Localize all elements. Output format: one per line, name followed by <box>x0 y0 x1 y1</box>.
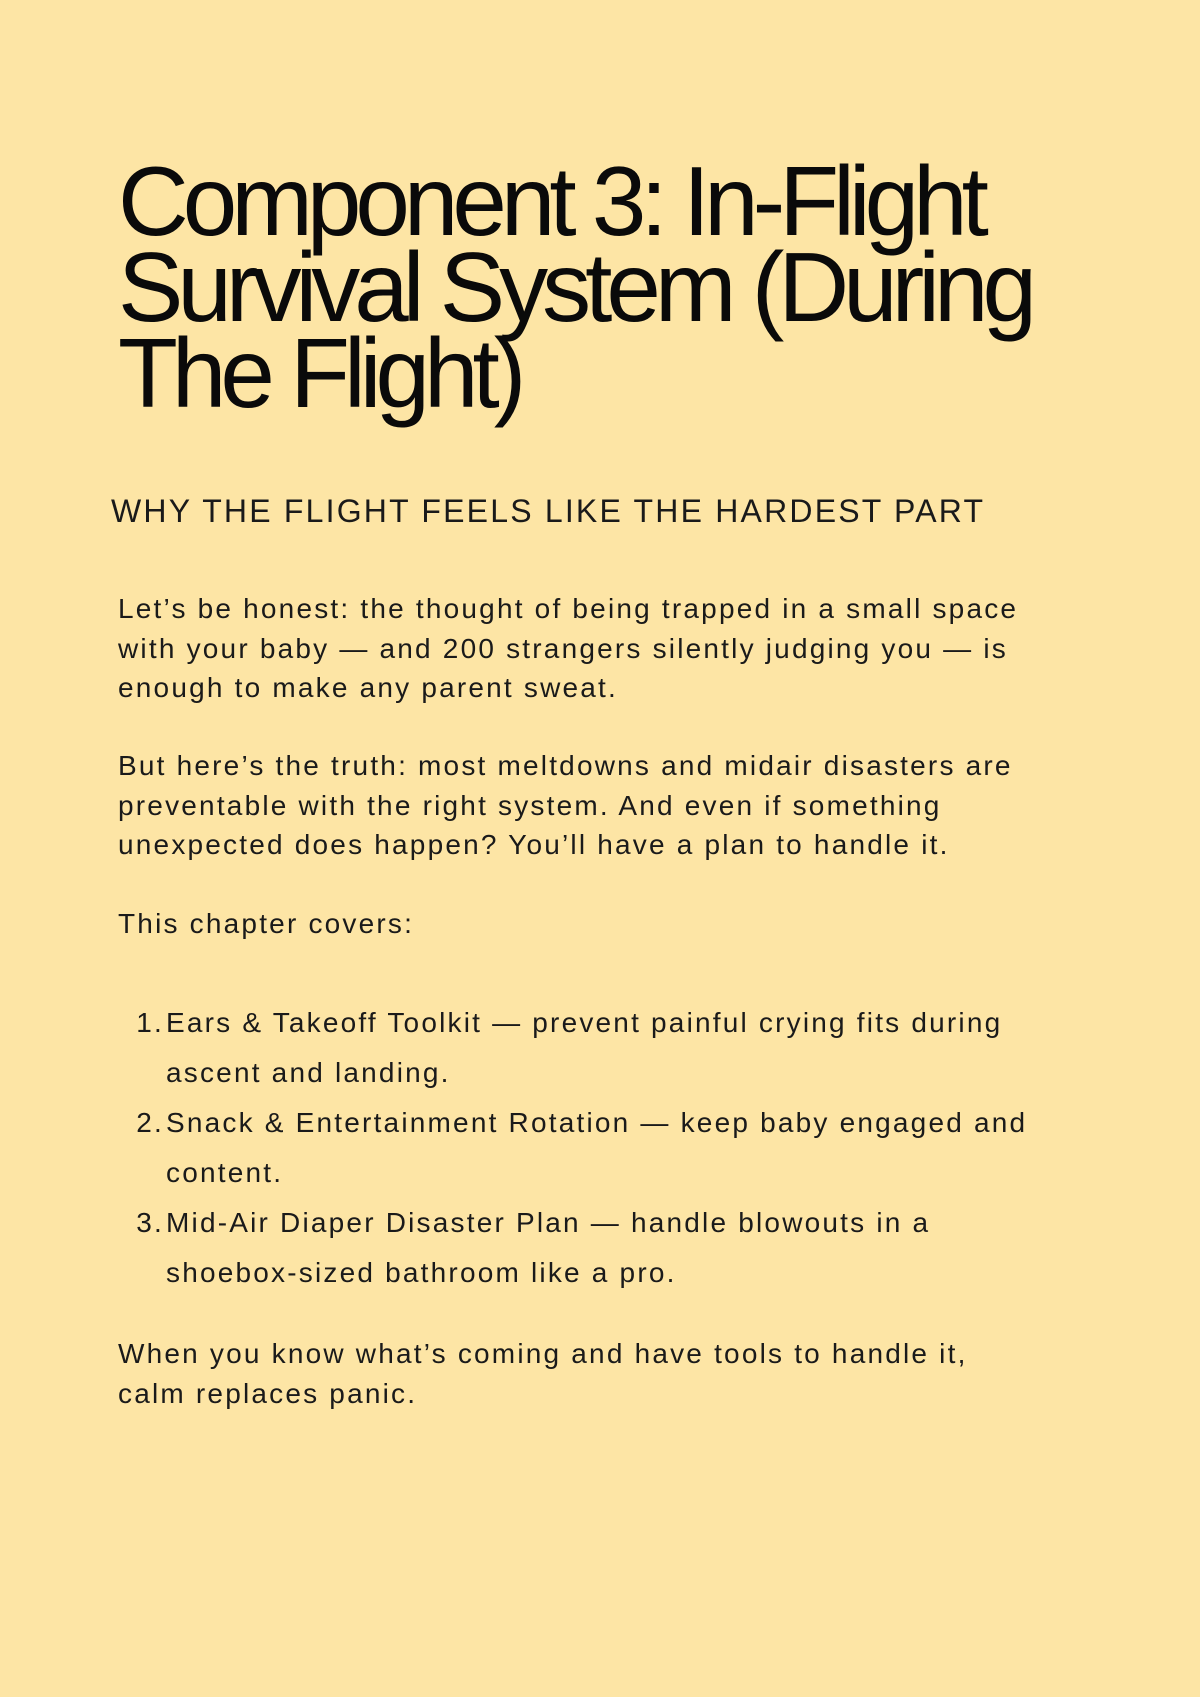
section-heading: WHY THE FLIGHT FEELS LIKE THE HARDEST PART <box>111 493 986 529</box>
title-line: Component 3: In-Flight <box>118 146 983 256</box>
list-item-line: ascent and landing. <box>166 1057 451 1088</box>
title-line: Survival System (During <box>118 232 1032 342</box>
list-item-number: 3. <box>136 1207 164 1238</box>
list-item-line: Snack & Entertainment Rotation — keep baby engaged and <box>166 1107 1028 1138</box>
list-item <box>118 1198 1027 1298</box>
list-item-number: 1. <box>136 1007 164 1038</box>
list-item-line: Mid-Air Diaper Disaster Plan — handle blowouts in a <box>166 1207 931 1238</box>
list-item-line: shoebox-sized bathroom like a pro. <box>166 1257 677 1288</box>
paragraph-line: When you know what’s coming and have tools to handle it, <box>118 1338 968 1369</box>
page-title <box>118 146 1118 428</box>
chapter-topics-list <box>118 998 1027 1298</box>
paragraph-line: with your baby — and 200 strangers silently judging you — is <box>118 632 1008 664</box>
paragraph-line: enough to make any parent sweat. <box>118 672 619 703</box>
chapter-covers-paragraph <box>118 904 414 944</box>
truth-paragraph <box>118 746 1013 865</box>
paragraph-line: calm replaces panic. <box>118 1377 418 1409</box>
list-item-number: 2. <box>136 1107 164 1138</box>
list-item-line: Ears & Takeoff Toolkit — prevent painful crying fits during <box>166 1007 1003 1038</box>
paragraph-line: unexpected does happen? You’ll have a plan to handle it. <box>118 829 950 860</box>
paragraph-line: Let’s be honest: the thought of being trapped in a small space <box>118 593 1019 624</box>
list-item <box>118 1098 1027 1198</box>
intro-paragraph <box>118 589 1018 708</box>
list-item <box>118 998 1027 1098</box>
closing-paragraph <box>118 1334 968 1413</box>
paragraph-line: But here’s the truth: most meltdowns and midair disasters are <box>118 750 1013 781</box>
list-item-line: content. <box>166 1157 284 1188</box>
paragraph-line: preventable with the right system. And even if something <box>118 789 942 821</box>
paragraph-line: This chapter covers: <box>118 908 415 939</box>
title-line: The Flight) <box>118 318 521 428</box>
